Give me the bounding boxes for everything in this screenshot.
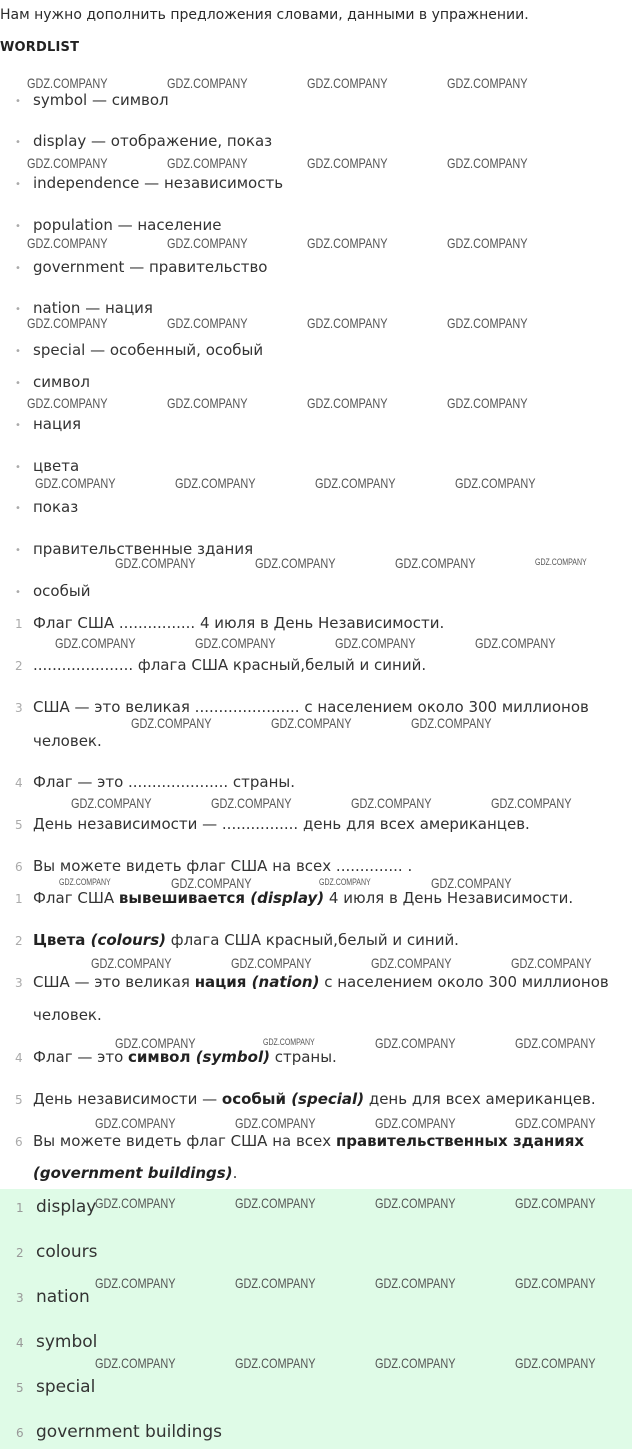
answer-text: government buildings (36, 1422, 222, 1442)
answer-number: 1 (16, 1201, 24, 1215)
solution-bold: вывешивается (118, 889, 246, 907)
solution-number: 2 (15, 934, 23, 948)
watermark-text: GDZ.COMPANY (59, 877, 111, 887)
watermark-text: GDZ.COMPANY (27, 395, 108, 411)
watermark-text: GDZ.COMPANY (395, 555, 476, 571)
wordlist-item (15, 373, 90, 391)
exercise-line: Флаг — это ..................... страны. (33, 773, 296, 791)
watermark-text: GDZ.COMPANY (447, 155, 528, 171)
watermark-text: GDZ.COMPANY (447, 235, 528, 251)
watermark-text: GDZ.COMPANY (35, 475, 116, 491)
watermark-text: GDZ.COMPANY (447, 75, 528, 91)
solution-line (33, 1048, 337, 1066)
watermark-text: GDZ.COMPANY (515, 1355, 596, 1371)
bullet-dot-icon: • (15, 503, 21, 514)
bullet-dot-icon: • (15, 179, 21, 190)
bullet-dot-icon: • (15, 545, 21, 556)
watermark-text: GDZ.COMPANY (375, 1275, 456, 1291)
watermark-text: GDZ.COMPANY (27, 155, 108, 171)
bullet-dot-icon: • (15, 304, 21, 315)
watermark-text: GDZ.COMPANY (335, 635, 416, 651)
exercise-line: День независимости — ................ день для всех американцев. (33, 815, 530, 833)
watermark-text: GDZ.COMPANY (231, 955, 312, 971)
exercise-line: ..................... флага США красный,белый и синий. (33, 656, 427, 674)
solution-ital: (nation) (246, 973, 320, 991)
exercise-number: 5 (15, 818, 23, 832)
watermark-text: GDZ.COMPANY (171, 875, 252, 891)
wordlist-item (15, 258, 268, 276)
watermark-text: GDZ.COMPANY (95, 1195, 176, 1211)
watermark-text: GDZ.COMPANY (515, 1115, 596, 1131)
watermark-text: GDZ.COMPANY (115, 555, 196, 571)
solution-ital: (symbol) (190, 1048, 270, 1066)
wordlist-item (15, 299, 153, 317)
watermark-text: GDZ.COMPANY (475, 635, 556, 651)
watermark-text: GDZ.COMPANY (167, 235, 248, 251)
watermark-text: GDZ.COMPANY (71, 795, 152, 811)
answers-panel (0, 1189, 632, 1449)
watermark-text: GDZ.COMPANY (167, 75, 248, 91)
watermark-text: GDZ.COMPANY (375, 1035, 456, 1051)
solution-line (33, 1090, 596, 1108)
watermark-text: GDZ.COMPANY (55, 635, 136, 651)
solution-number: 6 (15, 1135, 23, 1149)
answer-text: nation (36, 1287, 90, 1307)
solution-pre: День независимости — (33, 1090, 222, 1108)
wordlist-item (15, 540, 253, 558)
watermark-text: GDZ.COMPANY (167, 395, 248, 411)
watermark-text: GDZ.COMPANY (315, 475, 396, 491)
wordlist-item (15, 91, 169, 109)
watermark-text: GDZ.COMPANY (131, 715, 212, 731)
watermark-text: GDZ.COMPANY (195, 635, 276, 651)
wordlist-item-text: нация (33, 415, 81, 433)
watermark-text: GDZ.COMPANY (535, 557, 587, 567)
watermark-text: GDZ.COMPANY (27, 75, 108, 91)
solution-bold: Цвета (33, 931, 86, 949)
watermark-text: GDZ.COMPANY (491, 795, 572, 811)
watermark-text: GDZ.COMPANY (307, 75, 388, 91)
exercise-number: 1 (15, 617, 23, 631)
watermark-text: GDZ.COMPANY (515, 1035, 596, 1051)
watermark-text: GDZ.COMPANY (271, 715, 352, 731)
watermark-text: GDZ.COMPANY (95, 1115, 176, 1131)
answer-text: colours (36, 1242, 98, 1262)
solution-bold: нация (194, 973, 247, 991)
solution-line (33, 889, 573, 907)
watermark-text: GDZ.COMPANY (447, 395, 528, 411)
watermark-text: GDZ.COMPANY (351, 795, 432, 811)
watermark-text: GDZ.COMPANY (455, 475, 536, 491)
wordlist-item (15, 457, 79, 475)
bullet-dot-icon: • (15, 221, 21, 232)
watermark-text: GDZ.COMPANY (255, 555, 336, 571)
watermark-text: GDZ.COMPANY (307, 315, 388, 331)
exercise-line: человек. (33, 732, 102, 750)
watermark-text: GDZ.COMPANY (411, 715, 492, 731)
watermark-text: GDZ.COMPANY (91, 955, 172, 971)
watermark-text: GDZ.COMPANY (431, 875, 512, 891)
bullet-dot-icon: • (15, 378, 21, 389)
watermark-text: GDZ.COMPANY (371, 955, 452, 971)
solution-pre: Вы можете видеть флаг США на всех (33, 1132, 336, 1150)
wordlist-item-text: independence — независимость (33, 174, 284, 192)
watermark-text: GDZ.COMPANY (375, 1195, 456, 1211)
bullet-dot-icon: • (15, 587, 21, 598)
wordlist-item-text: symbol — символ (33, 91, 169, 109)
bullet-dot-icon: • (15, 462, 21, 473)
watermark-text: GDZ.COMPANY (319, 877, 371, 887)
watermark-text: GDZ.COMPANY (95, 1275, 176, 1291)
wordlist-item (15, 341, 263, 359)
solution-bold: символ (128, 1048, 191, 1066)
wordlist-item-text: правительственные здания (33, 540, 254, 558)
exercise-number: 3 (15, 701, 23, 715)
exercise-number: 4 (15, 776, 23, 790)
solution-post: страны. (269, 1048, 337, 1066)
watermark-text: GDZ.COMPANY (307, 155, 388, 171)
watermark-text: GDZ.COMPANY (167, 315, 248, 331)
wordlist-heading: WORDLIST (0, 40, 80, 55)
watermark-text: GDZ.COMPANY (235, 1115, 316, 1131)
answer-text: display (36, 1197, 97, 1217)
solution-post: . (232, 1164, 238, 1182)
bullet-dot-icon: • (15, 420, 21, 431)
solution-pre: Флаг — это (33, 1048, 129, 1066)
answer-text: special (36, 1377, 96, 1397)
solution-line (33, 1132, 584, 1150)
wordlist-item-text: символ (33, 373, 90, 391)
solution-post: день для всех американцев. (364, 1090, 596, 1108)
watermark-text: GDZ.COMPANY (515, 1275, 596, 1291)
wordlist-item-text: особый (33, 582, 91, 600)
watermark-text: GDZ.COMPANY (263, 1037, 315, 1047)
solution-line (33, 973, 609, 991)
solution-post: флага США красный,белый и синий. (166, 931, 459, 949)
wordlist-item (15, 216, 221, 234)
wordlist-item (15, 132, 272, 150)
watermark-text: GDZ.COMPANY (167, 155, 248, 171)
solution-line (33, 1006, 102, 1024)
solution-line (33, 931, 459, 949)
exercise-line: Вы можете видеть флаг США на всех .............. . (33, 857, 413, 875)
solution-ital: (display) (245, 889, 325, 907)
solution-line (33, 1164, 237, 1182)
watermark-text: GDZ.COMPANY (235, 1275, 316, 1291)
watermark-text: GDZ.COMPANY (95, 1355, 176, 1371)
exercise-line: США — это великая ...................... с населением около 300 миллионов (33, 698, 589, 716)
solution-pre: США — это великая (33, 973, 195, 991)
wordlist-item-text: special — особенный, особый (33, 341, 264, 359)
intro-text: Нам нужно дополнить предложения словами, данными в упражнении. (0, 7, 529, 23)
wordlist-item (15, 498, 78, 516)
watermark-text: GDZ.COMPANY (235, 1195, 316, 1211)
watermark-text: GDZ.COMPANY (375, 1115, 456, 1131)
watermark-text: GDZ.COMPANY (27, 315, 108, 331)
solution-number: 4 (15, 1051, 23, 1065)
solution-number: 5 (15, 1093, 23, 1107)
solution-ital: (colours) (85, 931, 166, 949)
solution-post: 4 июля в День Независимости. (324, 889, 574, 907)
solution-ital: (special) (285, 1090, 365, 1108)
answer-number: 6 (16, 1426, 24, 1440)
wordlist-item-text: цвета (33, 457, 80, 475)
wordlist-item-text: population — население (33, 216, 222, 234)
exercise-number: 6 (15, 860, 23, 874)
watermark-text: GDZ.COMPANY (447, 315, 528, 331)
watermark-text: GDZ.COMPANY (235, 1355, 316, 1371)
answer-number: 4 (16, 1336, 24, 1350)
watermark-text: GDZ.COMPANY (211, 795, 292, 811)
wordlist-item-text: government — правительство (33, 258, 268, 276)
solution-bold: особый (221, 1090, 286, 1108)
wordlist-item (15, 582, 90, 600)
watermark-text: GDZ.COMPANY (511, 955, 592, 971)
solution-pre: человек. (33, 1006, 102, 1024)
wordlist-item (15, 174, 283, 192)
watermark-text: GDZ.COMPANY (175, 475, 256, 491)
answer-number: 2 (16, 1246, 24, 1260)
watermark-text: GDZ.COMPANY (515, 1195, 596, 1211)
solution-ital: (government buildings) (33, 1164, 233, 1182)
bullet-dot-icon: • (15, 137, 21, 148)
wordlist-item (15, 415, 81, 433)
solution-number: 3 (15, 976, 23, 990)
bullet-dot-icon: • (15, 96, 21, 107)
watermark-text: GDZ.COMPANY (27, 235, 108, 251)
exercise-line: Флаг США ................ 4 июля в День Независимости. (33, 614, 445, 632)
solution-post: с населением около 300 миллионов (319, 973, 609, 991)
wordlist-item-text: показ (33, 498, 79, 516)
watermark-text: GDZ.COMPANY (307, 395, 388, 411)
watermark-text: GDZ.COMPANY (115, 1035, 196, 1051)
solution-bold: правительственных зданиях (335, 1132, 585, 1150)
answer-number: 5 (16, 1381, 24, 1395)
solution-number: 1 (15, 892, 23, 906)
wordlist-item-text: display — отображение, показ (33, 132, 273, 150)
answer-text: symbol (36, 1332, 98, 1352)
exercise-number: 2 (15, 659, 23, 673)
watermark-text: GDZ.COMPANY (307, 235, 388, 251)
bullet-dot-icon: • (15, 346, 21, 357)
answer-number: 3 (16, 1291, 24, 1305)
watermark-text: GDZ.COMPANY (375, 1355, 456, 1371)
solution-pre: Флаг США (33, 889, 119, 907)
wordlist-item-text: nation — нация (33, 299, 153, 317)
bullet-dot-icon: • (15, 263, 21, 274)
